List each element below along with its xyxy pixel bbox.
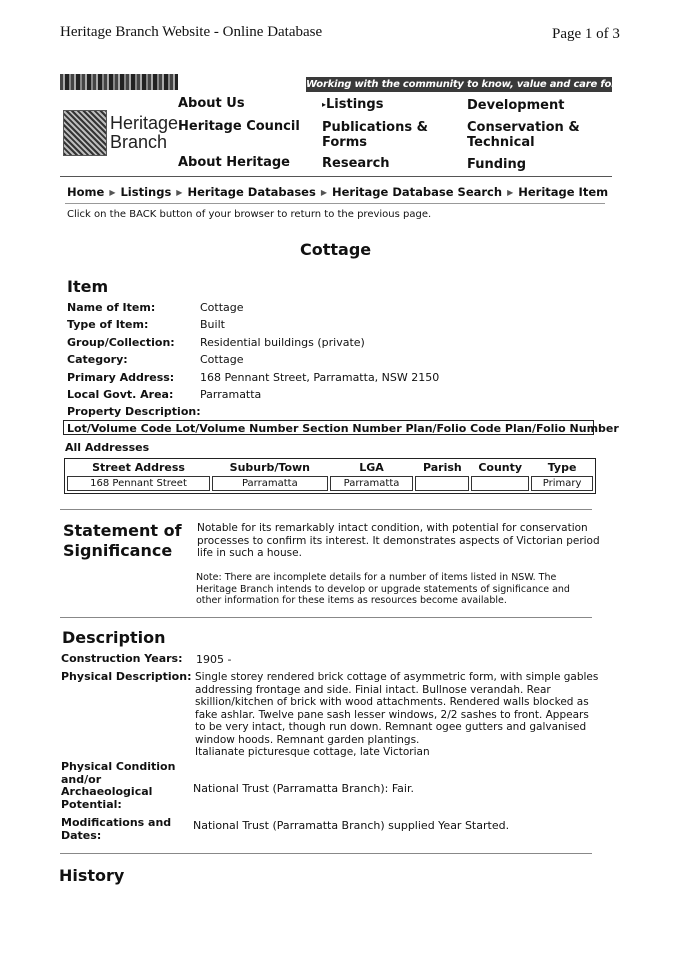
item-heading: Item [67,277,109,296]
column-header: County [478,461,523,474]
breadcrumb-listings[interactable]: Listings [120,185,172,199]
page-title: Cottage [300,240,372,259]
breadcrumb-divider [65,203,605,204]
column-header: Street Address [92,461,185,474]
column-header: Parish [422,461,462,474]
description-heading: Description [62,628,166,647]
table-cell: 168 Pennant Street [67,476,210,491]
table-row [67,476,593,491]
banner-tagline: Working with the community to know, value and care for our heritage [306,79,687,90]
arrow-icon: ▶ [109,188,116,197]
column-header: Suburb/Town [229,461,311,474]
heritage-logo[interactable] [110,114,178,152]
history-heading: History [59,866,125,885]
section-divider [60,617,592,618]
nav-publications-forms[interactable]: Publications & Forms [322,120,428,150]
arrow-icon: ▶ [176,188,183,197]
table-header-row [67,461,593,474]
construction-years-value: 1905 - [196,653,232,666]
back-instruction: Click on the BACK button of your browser to return to the previous page. [67,209,432,220]
page-number: Page 1 of 3 [552,26,620,42]
logo-line2: Branch [110,132,168,152]
physical-condition-value: National Trust (Parramatta Branch): Fair. [193,782,414,795]
field-label: Category: [67,353,128,366]
column-header: Type [547,461,577,474]
breadcrumb-home[interactable]: Home [67,185,105,199]
nav-about-us[interactable]: About Us [178,96,245,111]
field-value: Built [200,318,225,331]
arrow-icon: ▶ [507,188,514,197]
breadcrumb-heritage-item: Heritage Item [518,185,609,199]
modifications-label: Modifications and Dates: [61,816,172,842]
field-label: Name of Item: [67,301,156,314]
modifications-value: National Trust (Parramatta Branch) supplied Year Started. [193,819,510,832]
logo-line1: Heritage [110,113,179,133]
nav-divider [60,176,612,177]
heritage-logo-icon [63,110,107,156]
section-divider [60,509,592,510]
nav-funding[interactable]: Funding [467,157,527,172]
physical-description-text: Single storey rendered brick cottage of asymmetric form, with simple gables addressing frontage and side. Finial intact. Bullnose verandah. Rear skillion/kitchen of brick with wood attachments. Rendered walls blocked as fake ashlar. Twelve pane sash lesser windows, 2/2 sashes to front. Appears to be very intact, though run down. Remnant ogee gutters and galvanised window hoods. Remnant garden plantings. Italianate picturesque cottage, late Victorian [195,671,599,758]
breadcrumb [67,185,608,199]
property-description-label: Property Description: [67,405,201,418]
nav-heritage-council[interactable]: Heritage Council [178,119,300,134]
field-value: Cottage [200,353,244,366]
table-cell [415,476,469,491]
field-value: Residential buildings (private) [200,336,365,349]
arrow-icon: ▸ [322,100,327,109]
all-addresses-label: All Addresses [65,441,150,454]
significance-note: Note: There are incomplete details for a number of items listed in NSW. The Heritage Branch intends to develop or upgrade statements of significance and other information for these items as resources become available. [196,572,570,606]
arrow-icon: ▶ [320,188,327,197]
nav-listings[interactable]: ▸Listings [322,97,384,112]
physical-description-label: Physical Description: [61,670,192,683]
field-value: Cottage [200,301,244,314]
field-label: Type of Item: [67,318,149,331]
table-cell [471,476,529,491]
field-label: Local Govt. Area: [67,388,174,401]
document-header-title: Heritage Branch Website - Online Database [60,24,323,40]
nav-about-heritage[interactable]: About Heritage [178,155,290,170]
table-cell: Parramatta [330,476,414,491]
breadcrumb-database-search[interactable]: Heritage Database Search [332,185,503,199]
field-label: Primary Address: [67,371,175,384]
nav-research[interactable]: Research [322,156,390,171]
nav-conservation-technical[interactable]: Conservation & Technical [467,120,580,150]
lot-table-header: Lot/Volume Code Lot/Volume Number Section Number Plan/Folio Code Plan/Folio Number [63,420,594,435]
table-cell: Primary [531,476,593,491]
nav-development[interactable]: Development [467,98,565,113]
field-value: Parramatta [200,388,262,401]
significance-heading: Statement of Significance [63,521,182,560]
table-cell: Parramatta [212,476,328,491]
breadcrumb-heritage-databases[interactable]: Heritage Databases [187,185,316,199]
banner-image [60,74,178,90]
address-table [64,458,596,494]
column-header: LGA [359,461,384,474]
significance-text: Notable for its remarkably intact condition, with potential for conservation processes to confirm its interest. It demonstrates aspects of Victorian period life in such a house. [197,522,600,559]
construction-years-label: Construction Years: [61,652,183,665]
field-value: 168 Pennant Street, Parramatta, NSW 2150 [200,371,440,384]
field-label: Group/Collection: [67,336,175,349]
physical-condition-label: Physical Condition and/or Archaeological Potential: [61,760,176,811]
section-divider [60,853,592,854]
